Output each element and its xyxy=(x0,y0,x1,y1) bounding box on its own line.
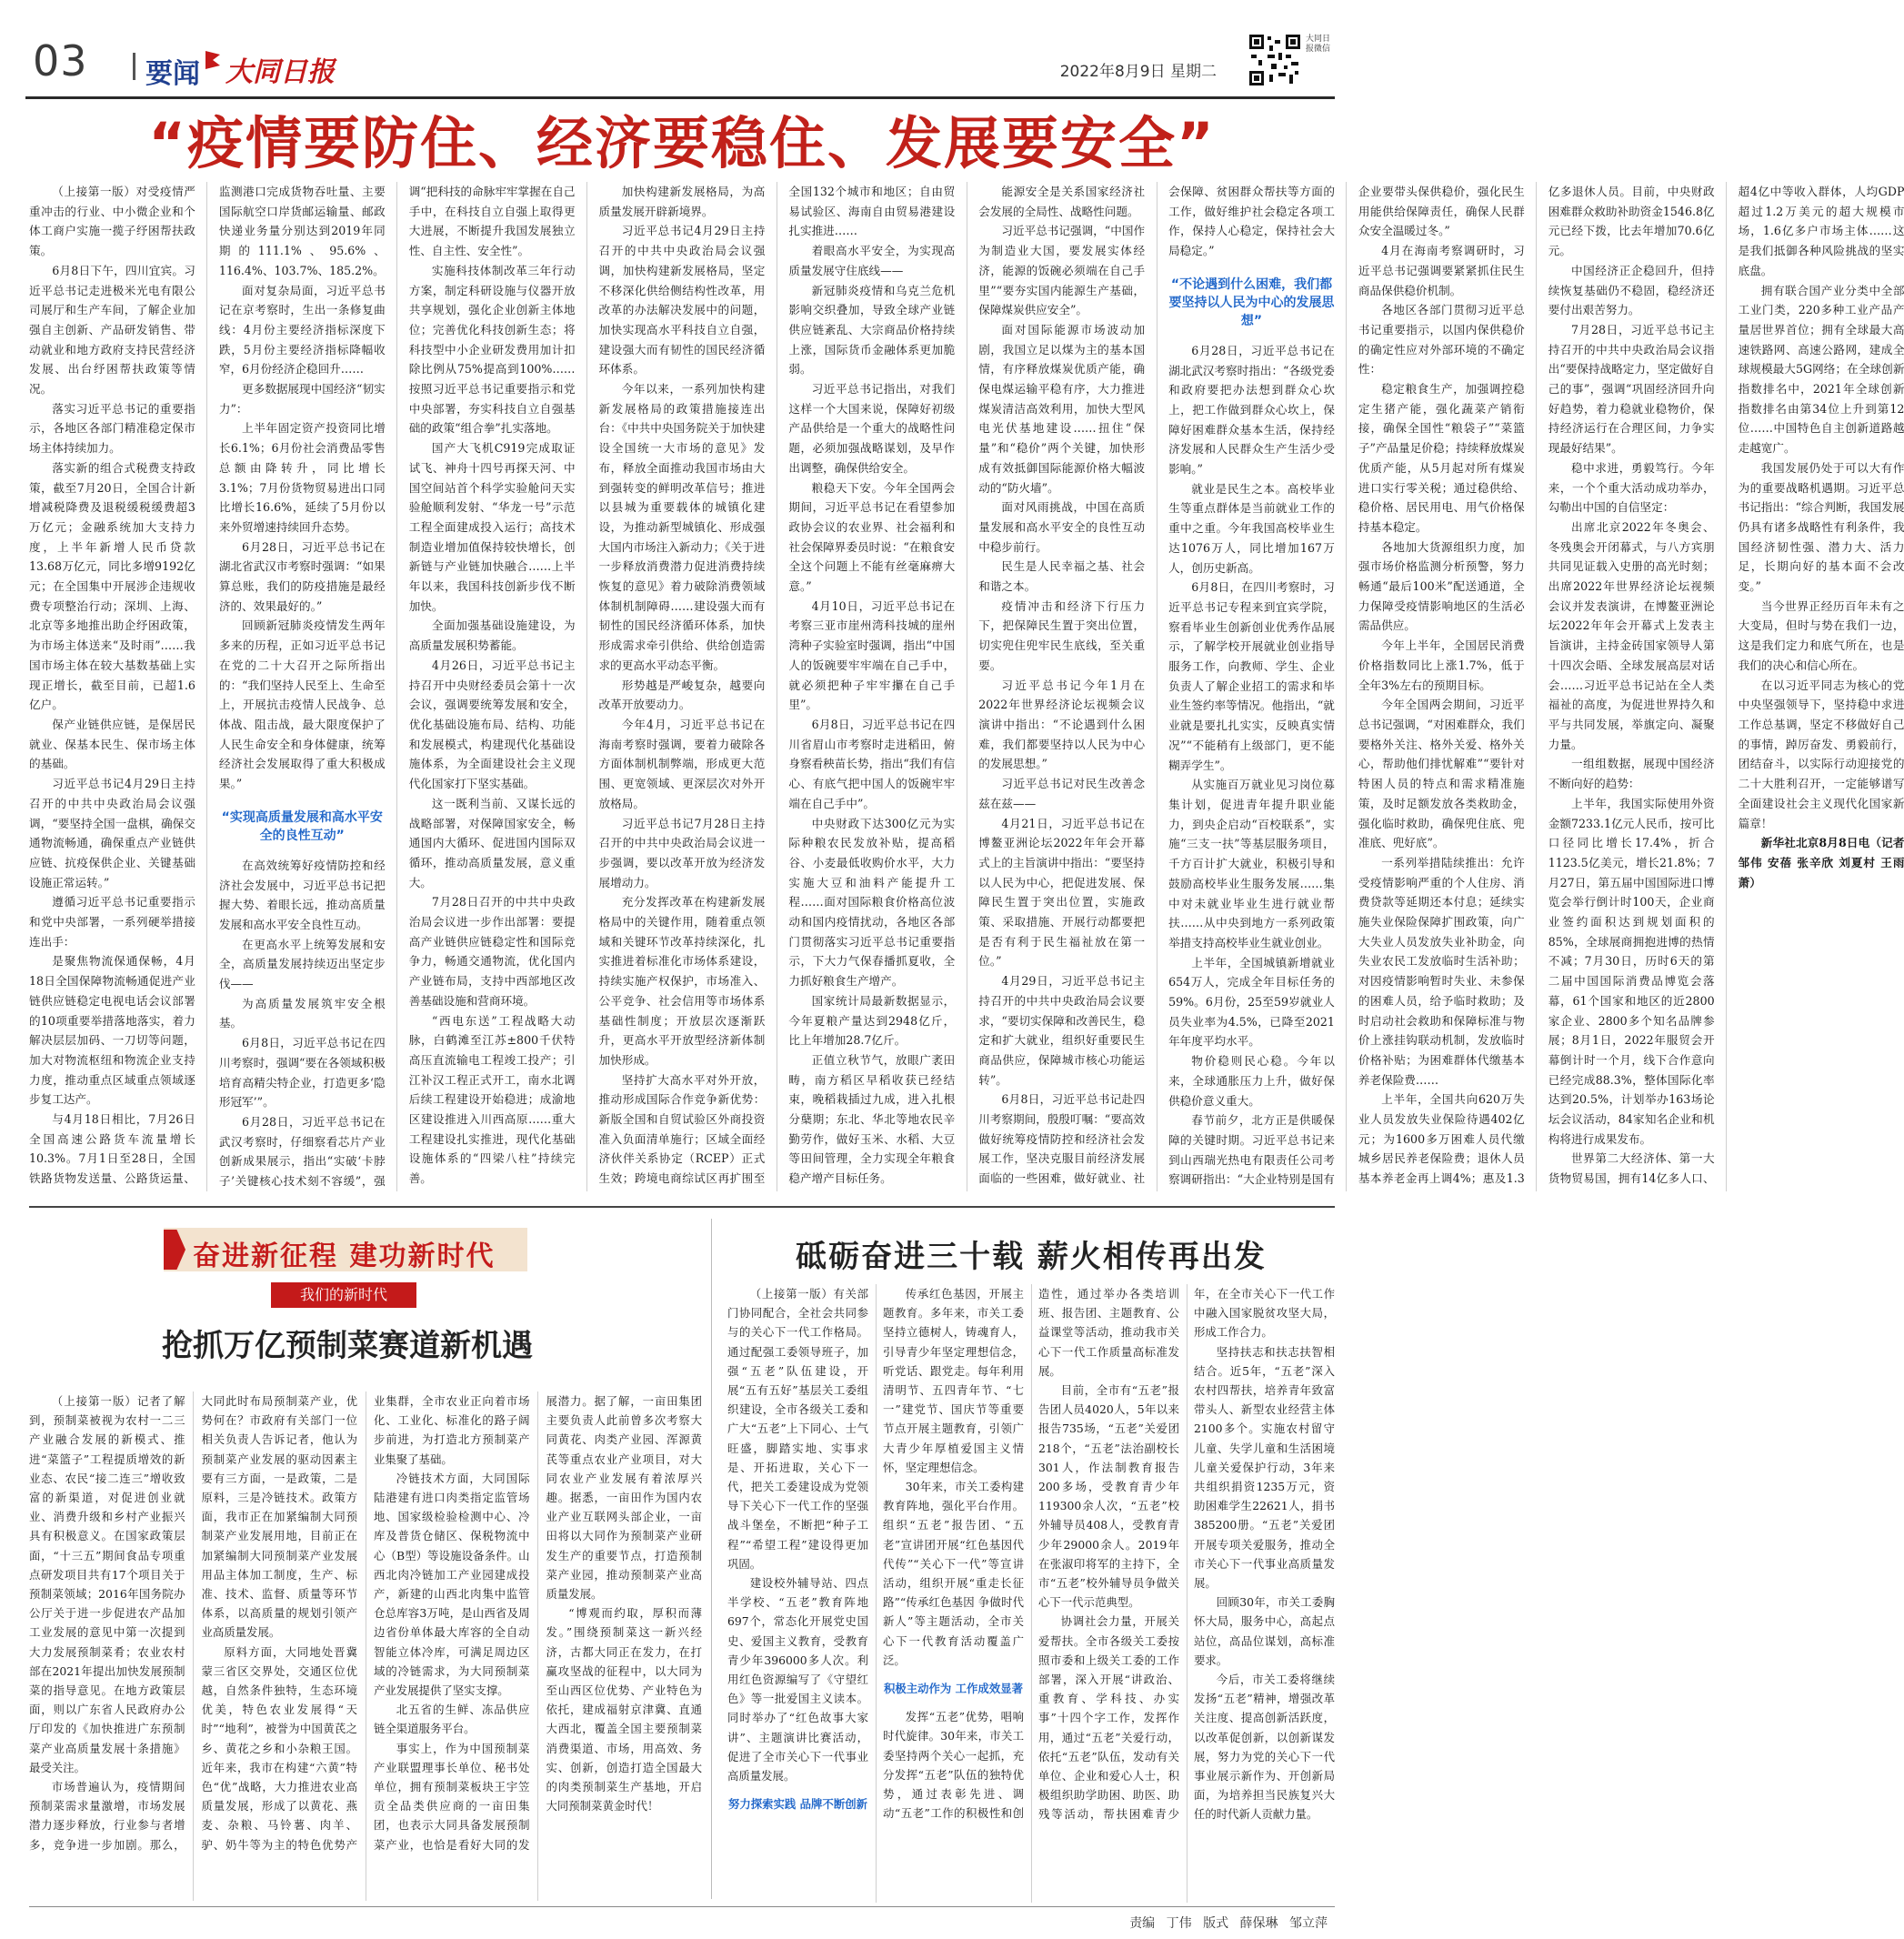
article-paragraph: 是聚焦物流保通保畅，4月18日全国保障物流畅通促进产业链供应链稳定电视电话会议部署的10项重要举措落地落实，着力解决层层加码、一刀切等问题，加大对物流枢纽和物流企业支持力度，推动重点区域重点领域逐步复工达产。 xyxy=(29,954,195,1107)
article-paragraph: 就业是民生之本。高校毕业生等重点群体是当前就业工作的重中之重。今年我国高校毕业生达1076万人，同比增加167万人，创历史新高。 xyxy=(1168,481,1335,575)
designer-name: 薛保琳 xyxy=(1239,1916,1278,1931)
article-paragraph: 6月8日下午，四川宜宾。习近平总书记走进极米光电有限公司展厅和生产车间，了解企业加强自主创新、产品研发销售、带动就业和地方政府支持民营经济发展、出台纾困帮扶政策等情况。 xyxy=(29,263,195,397)
article-paragraph: 上半年，全国共向620万失业人员发放失业保险待遇402亿元；为1600多万困难人员代缴城乡居民养老保险费；退休人员基本养老金再上调4%；惠及1.3亿多退休人员。目前，中央财政困难群众救助补助资金1546.8亿元已经下拨，比去年增加70.6亿元。 xyxy=(1358,185,1715,1186)
article-paragraph: 6月28日，习近平总书记在武汉考察时，仔细察看芯片产业创新成果展示，指出“实破‘卡脖子’关键核心技术刻不容缓”，强调“把科技的命脉牢牢掌握在自己手中，在科技自立自强上取得更大进展，不断提升我国发展独立性、自主性、安全性”。 xyxy=(218,185,576,1189)
article-paragraph: （上接第一版）对受疫情严重冲击的行业、中小微企业和个体工商户实施一揽子纾困帮扶政策。 xyxy=(29,185,195,258)
article-paragraph: 上半年固定资产投资同比增长6.1%；6月份社会消费品零售总额由降转升，同比增长3.1%；7月份货物贸易进出口同比增长16.6%，延续了5月份以来外贸增速持续回升态势。 xyxy=(218,421,386,534)
article-paragraph: 实施科技体制改革三年行动方案，制定科研设施与仪器开放共享规划，强化企业创新主体地位；完善优化科技创新生态；将科技型中小企业研发费用加计扣除比例从75%提高到100%……按照习近平总书记重要指示和党中央部署，夯实科技自立自强基础的政策“组合拳”扎实落地。 xyxy=(408,263,576,436)
article-paragraph: 今年以来，一系列加快构建新发展格局的政策措施接连出台：《中共中央国务院关于加快建设全国统一大市场的意见》发布，释放全面推动我国市场由大到强转变的鲜明改革信号；推进以县城为重要载体的城镇化建设，为推动新型城镇化、形成强大国内市场注入新动力；《关于进一步释放消费潜力促进消费持续恢复的意见》着力破除消费领域体制机制障碍……建设强大而有韧性的国民经济循环体系，加快形成需求牵引供给、供给创造需求的更高水平动态平衡。 xyxy=(598,382,766,672)
article-paragraph: 一系列举措陆续推出：允许受疫情影响严重的个人住房、消费贷款等延期还本付息；延续实施失业保险保障扩围政策，向广大失业人员发放失业补助金，向失业农民工发放临时生活补助；对因疫情影响暂时失业、未参保的困难人员，给予临时救助；及时启动社会救助和保障标准与物价上涨挂钩联动机制，发放临时价格补贴；为困难群体代缴基本养老保险费…… xyxy=(1358,855,1525,1087)
article-paragraph: 习近平总书记对民生改善念兹在兹—— xyxy=(978,777,1146,810)
article-paragraph: 这一既利当前、又谋长远的战略部署，对保障国家安全，畅通国内大循环、促进国内国际双循环，推动高质量发展，意义重大。 xyxy=(408,796,576,889)
article-paragraph: 新冠肺炎疫情和乌克兰危机影响交织叠加，导致全球产业链供应链紊乱、大宗商品价格持续上涨，国际货币金融体系更加脆弱。 xyxy=(788,283,956,377)
column-tag: 我们的新时代 xyxy=(271,1282,416,1308)
article-section-2 xyxy=(219,182,1904,1191)
article-paragraph: 世界第二大经济体、第一大货物贸易国，拥有14亿多人口、超4亿中等收入群体，人均GDP超过1.2万美元的超大规模市场，1.6亿多户市场主体……这是我们抵御各种风险挑战的坚实底盘。 xyxy=(1548,185,1904,1186)
story-subhead: 积极主动作为 工作成效显著 xyxy=(883,1682,1023,1696)
article-paragraph: 落实新的组合式税费支持政策，截至7月20日，全国合计新增减税降费及退税缓税缓费超3万亿元；金融系统加大支持力度，上半年新增人民币贷款13.68万亿元，同比多增9192亿元；在全国集中开展涉企违规收费专项整治行动；深圳、上海、北京等多地推出助企纾困政策，为市场主体送来“及时雨”……我国市场主体在较大基数基础上实现正增长，截至目前，已超1.6亿户。 xyxy=(29,460,195,712)
page-credits xyxy=(1122,1914,1328,1932)
article-paragraph: 出席北京2022年冬奥会、冬残奥会开闭幕式，与八方宾朋共同见证载入史册的高光时刻；出席2022年世界经济论坛视频会议并发表演讲，在博鳌亚洲论坛2022年年会开幕式上发表主旨演讲，主持金砖国家领导人第十四次会晤、全球发展高层对话会……习近平总书记站在全人类福祉的高度，为促进世界持久和平与共同发展，举旗定向、凝聚力量。 xyxy=(1548,519,1715,751)
article-paragraph: 习近平总书记强调，“中国作为制造业大国，要发展实体经济，能源的饭碗必须端在自己手里”“要夯实国内能源生产基础，保障煤炭供应安全”。 xyxy=(978,224,1146,317)
story-paragraph: 30年来，市关工委构建教育阵地，强化平台作用。组织“五老”报告团、“五老”宣讲团开展“红色基因代代传”“关心下一代”等宣讲活动，组织开展“重走长征路”“传承红色基因 争做时代新人”等主题活动，全市关心下一代教育活动覆盖广泛。 xyxy=(883,1480,1024,1667)
article-paragraph: 为高质量发展筑牢安全根基。 xyxy=(218,996,386,1030)
story-paragraph: 北五省的生鲜、冻品供应链全渠道服务平台。 xyxy=(374,1703,530,1736)
story-paragraph: 今后，市关工委将继续发扬“五老”精神，增强改革关注度、提高创新活跃度，以改革促创新，以创新谋发展，努力为党的关心下一代事业展示新作为、开创新局面，为培养担当民族复兴大任的时代新人贡献力量。 xyxy=(1194,1673,1335,1822)
article-paragraph: 6月28日，习近平总书记在湖北武汉考察时指出：“各级党委和政府要把办法想到群众心坎上，把工作做到群众心坎上，保障好困难群众基本生活，保持经济发展和人民群众生产生活少受影响。” xyxy=(1168,343,1335,477)
article-paragraph: 国产大飞机C919完成取证试飞、神舟十四号再探天河、中国空间站首个科学实验舱问天实验舱顺利发射、“华龙一号”示范工程全面建成投入运行；高技术制造业增加值保持较快增长，创新链与产业链加快融合……上半年以来，我国科技创新步伐不断加快。 xyxy=(408,441,576,613)
story-paragraph: 事实上，作为中国预制菜产业联盟理事长单位、秘书处单位，拥有预制菜板块王宇笠贡全品类供应商的一亩田集团，也表示大同具备发展预制菜产业，也恰是看好大同的发展潜力。据了解，一亩田集团主要负责人此前曾多次考察大同黄花、肉类产业园、浑源黄芪等重点农业产业项目，对大同农业产业发展有着浓厚兴趣。据悉，一亩田作为国内农业产业互联网头部企业，一亩田将以大同作为预制菜产业研发生产的重要节点，打造预制菜产业园，推动预制菜产业高质量发展。 xyxy=(374,1394,702,1852)
article-paragraph: 拥有联合国产业分类中全部工业门类，220多种工业产品产量居世界首位；拥有全球最大高速铁路网、高速公路网，建成全球规模最大5G网络；在全球创新指数排名中，2021年全球创新指数排名由第34位上升到第12位……中国特色自主创新道路越走越宽广。 xyxy=(1738,283,1904,456)
article-paragraph: 面对风雨挑战，中国在高质量发展和高水平安全的良性互动中稳步前行。 xyxy=(978,500,1146,554)
proofreader-name: 邹立萍 xyxy=(1289,1916,1328,1931)
story-paragraph: 坚持扶志和扶志扶智相结合。近5年，“五老”深入农村四帮扶，培养青年致富带头人、新型农业经营主体2100多个。实施农村留守儿童、失学儿童和生活困境儿童关爱保护行动，3年来共组织捐资1235万元，资助困难学生22621人，捐书385200册。“五老”关爱团开展专项关爱服务，推动全市关心下一代事业高质量发展。 xyxy=(1194,1344,1335,1591)
article-paragraph: 6月8日，在四川考察时，习近平总书记专程来到宜宾学院，察看毕业生创新创业优秀作品展示，了解学校开展就业创业指导服务工作，向教师、学生、企业负责人了解企业招工的需求和毕业生签约率等情况。他指出，“就业就是要扎扎实实，反映真实情况”“不能稍有上级部门，更不能糊弄学生”。 xyxy=(1168,580,1335,772)
article-paragraph: 在以习近平同志为核心的党中央坚强领导下，坚持稳中求进工作总基调，坚定不移做好自己的事情，踔厉奋发、勇毅前行，团结奋斗，以实际行动迎接党的二十大胜利召开，一定能够谱写全面建设社会主义现代化国家新篇章！ xyxy=(1738,678,1904,830)
article-paragraph: 6月8日，习近平总书记在四川考察时，强调“要在各领域积极培育高精尖特企业，打造更多‘隐形冠军’”。 xyxy=(218,1036,386,1110)
story-paragraph: “博观而约取，厚积而薄发。”围绕预制菜这一新兴经济，古都大同正在发力，在打赢攻坚战的征程中，以大同为至山西区位优势、产业特色为依托，建成福射京津冀、直通大西北，覆盖全国主要预制菜消费渠道、市场，用高效、务实、创新，创造打造全国最大的肉类预制菜生产基地，开启大同预制菜黄金时代！ xyxy=(546,1606,702,1813)
article-paragraph: 粮稳天下安。今年全国两会期间，习近平总书记在看望参加政协会议的农业界、社会福利和社会保障界委员时说：“在粮食安全这个问题上不能有丝毫麻痹大意。” xyxy=(788,480,956,594)
article-paragraph: 春节前夕，北方正是供暖保障的关键时期。习近平总书记来到山西瑞光热电有限责任公司考察调研指出：“大企业特别是国有企业要带头保供稳价，强化民生用能供给保障责任，确保人民群众安全温暖过冬。” xyxy=(1168,185,1525,1187)
masthead-divider xyxy=(133,53,135,80)
article-paragraph: 民生是人民幸福之基、社会和谐之本。 xyxy=(978,559,1146,594)
article-paragraph: 落实习近平总书记的重要指示，各地区各部门精准稳定保市场主体持续加力。 xyxy=(29,401,195,456)
story-paragraph: 协调社会力量，开展关爱帮扶。全市各级关工委按照市委和上级关工委的工作部署，深入开展“讲政治、重教育、学科技、办实事”十四个字工作，发挥作用，通过“五老”关爱行动，依托“五老”队伍，发动有关单位、企业和爱心人士，积极组织助学助困、助医、助残等活动，帮扶困难青少年，在全市关心下一代工作中融入国家脱贫攻坚大局，形成工作合力。 xyxy=(1038,1287,1335,1822)
story-paragraph: 目前，全市有“五老”报告团人员4020人，5年以来报告735场，“五老”关爱团218个，“五老”法治副校长301人，作法制教育报告200多场，受教育青少年119300余人次，“五老”校外辅导员408人，受教育青少年29000余人。2019年在张淑印将军的主持下，全市“五老”校外辅导员争做关心下一代示范典型。 xyxy=(1038,1383,1179,1610)
article-paragraph: 习近平总书记4月29日主持召开的中共中央政治局会议强调，“要坚持全国一盘棋，确保交通物流畅通，确保重点产业链供应链、抗疫保供企业、关键基础设施正常运转。” xyxy=(29,777,195,889)
article-paragraph: 4月29日，习近平总书记主持召开的中共中央政治局会议要求，“要切实保障和改善民生，稳定和扩大就业，组织好重要民生商品供应，保障城市核心功能运转”。 xyxy=(978,974,1146,1087)
article-paragraph: 在更高水平上统筹发展和安全，高质量发展持续迈出坚定步伐—— xyxy=(218,937,386,991)
anniversary-headline: 砥砺奋进三十载 薪火相传再出发 xyxy=(796,1239,1267,1275)
article-byline: 新华社北京8月8日电（记者邹伟 安蓓 张辛欣 刘夏村 王雨萧） xyxy=(1738,836,1904,889)
article-paragraph: 当今世界正经历百年未有之大变局，但时与势在我们一边，这是我们定力和底气所在，也是我们的决心和信心所在。 xyxy=(1738,598,1904,672)
article-paragraph: 各地加大货源组织力度，加强市场价格监测分析预警，努力畅通“最后100米”配送通道，全力保障受疫情影响地区的生活必需品供应。 xyxy=(1358,539,1525,633)
qr-code-icon[interactable] xyxy=(1248,33,1302,87)
article-paragraph: 与4月18日相比，7月26日全国高速公路货车流量增长10.3%。7月1日至28日，全国铁路货物发送量、公路货运量、监测港口完成货物吞吐量、主要国际航空口岸货邮运输量、邮政快递业务量分别达到2019年同期的111.1%、95.6%、116.4%、103.7%、185.2%。 xyxy=(29,185,386,1186)
anniversary-body xyxy=(727,1284,1335,1903)
article-paragraph: 6月8日，习近平总书记赴四川考察期间，殷殷叮嘱：“要高效做好统筹疫情防控和经济社会发展工作，坚决克服目前经济发展面临的一些困难，做好就业、社会保障、贫困群众帮扶等方面的工作，做好维护社会稳定各项工作，保持人心稳定，保持社会大局稳定。” xyxy=(978,185,1335,1186)
article-subhead: “不论遇到什么困难，我们都要坚持以人民为中心的发展思想” xyxy=(1168,276,1335,328)
article-paragraph: 4月在海南考察调研时，习近平总书记强调要紧紧抓住民生商品保供稳价机制。 xyxy=(1358,244,1525,297)
article-paragraph: 全面加强基础设施建设，为高质量发展积势蓄能。 xyxy=(408,618,576,653)
article-paragraph: 今年上半年，全国居民消费价格指数同比上涨1.7%，低于全年3%左右的预期目标。 xyxy=(1358,638,1525,692)
article-paragraph: 回顾新冠肺炎疫情发生两年多来的历程，正如习近平总书记在党的二十大召开之际所指出的：“我们坚持人民至上、生命至上，开展抗击疫情人民战争、总体战、阻击战，最大限度保护了人民生命安全和身体健康，统筹经济社会发展取得了重大积极成果。” xyxy=(218,618,386,791)
story-paragraph: 发挥“五老”优势，唱响时代旋律。30年来，市关工委坚持两个关心一起抓，充分发挥“五老”队伍的独特优势，通过表彰先进、调动“五老”工作的积极性和创造性，通过举办各类培训班、报告团、主题教育、公益课堂等活动，推动我市关心下一代工作质量高标准发展。 xyxy=(883,1287,1179,1821)
column-divider xyxy=(711,1219,712,1899)
article-paragraph: 4月26日，习近平总书记主持召开中央财经委员会第十一次会议，强调要统筹发展和安全，优化基础设施布局、结构、功能和发展模式，构建现代化基础设施体系，为全面建设社会主义现代化国家打下坚实基础。 xyxy=(408,658,576,791)
story-paragraph: 回顾30年，市关工委胸怀大局，服务中心，高起点站位，高品位谋划，高标准要求。 xyxy=(1194,1595,1335,1667)
article-paragraph: 面对复杂局面，习近平总书记在京考察时，生出一条修复曲线：4月份主要经济指标深度下跌，5月份主要经济指标降幅收窄，6月份经济企稳回升…… xyxy=(218,283,386,377)
article-paragraph: 今年4月，习近平总书记在海南考察时强调，要着力破除各方面体制机制弊端，形成更大范围、更宽领域、更深层次对外开放格局。 xyxy=(598,717,766,810)
article-paragraph: 6月28日，习近平总书记在湖北省武汉市考察时强调：“如果算总账，我们的防疫措施是最经济的、效果最好的。” xyxy=(218,539,386,613)
article-paragraph: 4月21日，习近平总书记在博鳌亚洲论坛2022年年会开幕式上的主旨演讲中指出：“要坚持以人民为中心，把促进发展、保障民生置于突出位置，实施政策、采取措施、开展行动都要把是否有利于民生福祉放在第一位。” xyxy=(978,816,1146,969)
footer-rule xyxy=(29,1906,1335,1907)
article-paragraph: 各地区各部门贯彻习近平总书记重要指示，以国内保供稳价的确定性应对外部环境的不确定性： xyxy=(1358,303,1525,377)
article-paragraph: 国家统计局最新数据显示，今年夏粮产量达到2948亿斤，比上年增加28.7亿斤。 xyxy=(788,993,956,1048)
story-paragraph: （上接第一版）有关部门协同配合，全社会共同参与的关心下一代工作格局。通过配强工委领导班子，加强“五老”队伍建设，开展“五有五好”基层关工委组织建设，全市各级关工委和广大“五老”上下同心、士气旺盛，脚踏实地、实事求是、开拓进取，关心下一代，把关工委建设成为党领导下关心下一代工作的坚强战斗堡垒，不断把“种子工程”“希望工程”建设得更加巩固。 xyxy=(727,1287,868,1571)
story-paragraph: 传承红色基因，开展主题教育。多年来，市关工委坚持立德树人，铸魂育人，引导青少年坚定理想信念，听党话、跟党走。每年利用清明节、五四青年节、“七一”建党节、国庆节等重要节点开展主题教育，引领广大青少年厚植爱国主义情怀，坚定理想信念。 xyxy=(883,1287,1024,1474)
article-paragraph: 7月28日，习近平总书记主持召开的中共中央政治局会议指出“要保持战略定力，坚定做好自己的事”，强调“巩固经济回升向好趋势，着力稳就业稳物价，保持经济运行在合理区间，力争实现最好结果”。 xyxy=(1548,322,1715,456)
article-paragraph: 今年全国两会期间，习近平总书记强调，“对困难群众，我们要格外关注、格外关爱、格外关心，帮助他们排忧解难”“要针对特困人员的特点和需求精准施策，及时足额发放各类救助金，强化临时救助，确保兜住底、兜准底、兜好底”。 xyxy=(1358,698,1525,850)
issue-date: 2022年8月9日 星期二 xyxy=(1059,63,1217,81)
article-paragraph: 形势越是严峻复杂，越要向改革开放要动力。 xyxy=(598,678,766,712)
story-paragraph: 市场普遍认为，疫情期间预制菜需求量激增，市场发展潜力逐步释放，行业参与者增多，竞争进一步加剧。那么，大同此时布局预制菜产业，优势何在？市政府有关部门一位相关负责人告诉记者，他认为预制菜产业发展的驱动因素主要有三方面，一是政策，二是原料，三是冷链技术。政策方面，我市正在加紧编制大同预制菜产业发展用地，目前正在加紧编制大同预制菜产业发展用品主体加工制度，生产、标准、技术、监督、质量等环节体系，以高质量的规划引领产业高质量发展。 xyxy=(29,1394,357,1852)
article-paragraph: 我国发展仍处于可以大有作为的重要战略机遇期。习近平总书记指出：“综合判断，我国发展仍具有诸多战略性有利条件，我国经济韧性强、潜力大、活力足，长期向好的基本面不会改变。” xyxy=(1738,460,1904,594)
article-paragraph: 物价稳则民心稳。今年以来，全球通胀压力上升，做好保供稳价意义重大。 xyxy=(1168,1054,1335,1108)
article-paragraph: 从实施百万就业见习岗位募集计划，促进青年提升职业能力，到央企启动“百校联系”，实施“三支一扶”等基层服务项目，千方百计扩大就业，积极引导和鼓励高校毕业生服务发展……集中对未就业毕业生进行就业帮扶……从中央到地方一系列政策举措支持高校毕业生就业创业。 xyxy=(1168,778,1335,949)
article-paragraph: 能源安全是关系国家经济社会发展的全局性、战略性问题。 xyxy=(978,185,1146,218)
editor-label: 责编 xyxy=(1129,1916,1156,1931)
article-paragraph: 正值立秋节气，放眼广袤田畴，南方稻区早稻收获已经结束，晚稻栽插过九成，进入扎根分蘖期；东北、华北等地农民辛勤劳作，做好玉米、水稻、大豆等田间管理，全力实现全年粮食稳产增产目标任务。 xyxy=(788,1052,956,1186)
article-paragraph: 保产业链供应链，是保居民就业、保基本民生、保市场主体的基础。 xyxy=(29,717,195,771)
article-paragraph: “西电东送”工程战略大动脉，白鹤滩至江苏±800千伏特高压直流输电工程竣工投产；引江补汉工程正式开工，南水北调后续工程建设开始稳进；成渝地区建设推进入川西高原……重大工程建设扎实推进，现代化基础设施体系的“四梁八柱”持续完善。 xyxy=(408,1013,576,1186)
article-paragraph: 在高效统筹好疫情防控和经济社会发展中，习近平总书记把握大势、着眼长远，推动高质量发展和高水平安全良性互动。 xyxy=(218,858,386,931)
story-paragraph: 原料方面，大同地处晋冀蒙三省区交界处，交通区位优越，自然条件独特，生态环境优美，特色农业发展得“天时”“地利”，被誉为中国黄芪之乡、黄花之乡和小杂粮王国。近年来，我市在构建“六黄”特色“优”战略，大力推进农业高质量发展，形成了以黄花、燕麦、杂粮、马铃薯、肉羊、驴、奶牛等为主的特色优势产业集群，全市农业正向着市场化、工业化、标准化的路子阔步前进，为打造北方预制菜产业集聚了基础。 xyxy=(201,1394,530,1852)
newspaper-logo: 大同日报 xyxy=(225,56,335,88)
story-headline: 抢抓万亿预制菜赛道新机遇 xyxy=(162,1328,533,1364)
article-paragraph: 稳中求进，勇毅笃行。今年来，一个个重大活动成功举办，勾勒出中国的自信坚定： xyxy=(1548,460,1715,515)
article-paragraph: 充分发挥改革在构建新发展格局中的关键作用，随着重点领域和关键环节改革持续深化，扎实推进着标准化市场体系建设，持续实施产权保护，市场准入、公平竞争、社会信用等市场体系基础性制度；开放层次逐渐跃升，更高水平开放型经济新体制加快形成。 xyxy=(598,895,766,1067)
top-article-body xyxy=(29,182,1904,1191)
article-paragraph: 习近平总书记7月28日主持召开的中共中央政治局会议进一步强调，要以改革开放为经济发展增动力。 xyxy=(598,816,766,889)
article-paragraph: 习近平总书记今年1月在2022年世界经济论坛视频会议演讲中指出：“不论遇到什么困难，我们都要坚持以人民为中心的发展思想。” xyxy=(978,678,1146,771)
article-subhead: “实现高质量发展和高水平安全的良性互动” xyxy=(221,809,383,843)
article-paragraph: 疫情冲击和经济下行压力下，把保障民生置于突出位置，切实兜住兜牢民生底线，至关重要。 xyxy=(978,598,1146,672)
article-paragraph: 4月10日，习近平总书记在考察三亚市崖州湾科技城的崖州湾种子实验室时强调，指出“中国人的饭碗要牢牢端在自己手中，就必须把种子牢牢攥在自己手里”。 xyxy=(788,598,956,712)
story-paragraph: 建设校外辅导站、四点半学校、“五老”教育阵地697个，常态化开展党史国史、爱国主义教育，受教育青少年396000多人次。利用红色资源编写了《守望红色》等一批爱国主义读本。同时举办了“红色故事大家讲”、主题演讲比赛活动，促进了全市关心下一代事业高质量发展。 xyxy=(727,1576,868,1783)
story-subhead: 努力探索实践 品牌不断创新 xyxy=(727,1797,867,1812)
article-paragraph: 习近平总书记4月29日主持召开的中共中央政治局会议强调，加快构建新发展格局，坚定不移深化供给侧结构性改革，用改革的办法解决发展中的问题，加快实现高水平科技自立自强，建设强大而有韧性的国民经济循环体系。 xyxy=(598,224,766,377)
article-paragraph: 上半年，全国城镇新增就业654万人，完成全年目标任务的59%。6月份，25至59岁就业人员失业率为4.5%，已降至2021年年度平均水平。 xyxy=(1168,955,1335,1049)
section-divider xyxy=(29,1206,1335,1208)
editor-name: 丁伟 xyxy=(1166,1916,1192,1931)
story-paragraph: （上接第一版）记者了解到，预制菜被视为农村一二三产业融合发展的新模式、推进“菜篮子”工程提质增效的新业态、农民“接二连三”增收致富的新渠道，对促进创业就业、消费升级和乡村产业振兴具有积极意义。在国家政策层面，“十三五”期间食品专项重点研发项目共有17个项目关于预制菜领域；2016年国务院办公厅关于进一步促进农产品加工业发展的意见中第一次提到大力发展预制菜肴；农业农村部在2021年提出加快发展预制菜的指导意见。在地方政策层面，则以广东省人民政府办公厅印发的《加快推进广东预制菜产业高质量发展十条措施》最受关注。 xyxy=(29,1394,185,1774)
masthead xyxy=(25,18,1335,91)
article-paragraph: 上半年，我国实际使用外资金额7233.1亿元人民币，按可比口径同比增长17.4%，折合1123.5亿美元，增长21.8%；7月27日，第五届中国国际进口博览会举行倒计时100天，企业商业签约面积达到规划面积的85%，全球展商拥抱进博的热情不减；7月30日，历时6天的第二届中国国际消费品博览会落幕，61个国家和地区的近2800家企业、2800多个知名品牌参展；8月1日，2022年服贸会开幕倒计时一个月，线下合作意向已经完成88.3%，整体国际化率达到20.5%，计划举办163场论坛会议活动，84家知名企业和机构将进行成果发布。 xyxy=(1548,796,1715,1146)
article-paragraph: 6月8日，习近平总书记在四川省眉山市考察时走进稻田，俯身察看秧苗长势，指出“我们有信心、有底气把中国人的饭碗牢牢端在自己手中”。 xyxy=(788,717,956,810)
article-paragraph: 加快构建新发展格局，为高质量发展开辟新境界。 xyxy=(598,185,766,218)
article-paragraph: 中国经济正企稳回升，但持续恢复基础仍不稳固，稳经济还要付出艰苦努力。 xyxy=(1548,263,1715,317)
page-number: 03 xyxy=(33,36,88,85)
campaign-banner-text: 奋进新征程 建功新时代 xyxy=(193,1241,496,1272)
article-paragraph: 稳定粮食生产，加强调控稳定生猪产能，强化蔬菜产销衔接，确保全国性“粮袋子”“菜篮子”产品量足价稳；持续释放煤炭优质产能，从5月起对所有煤炭进口实行零关税；通过稳供给、稳价格、居民用电、用气价格保持基本稳定。 xyxy=(1358,382,1525,534)
designer-label: 版式 xyxy=(1203,1916,1229,1931)
section-name: 要闻 xyxy=(145,58,200,90)
article-paragraph: 习近平总书记指出，对我们这样一个大国来说，保障好初级产品供给是一个重大的战略性问题，必须加强战略谋划，及早作出调整，确保供给安全。 xyxy=(788,382,956,475)
story-body xyxy=(29,1391,702,1901)
article-paragraph: 更多数据展现中国经济“韧实力”： xyxy=(218,382,386,416)
flag-icon xyxy=(204,49,222,75)
article-paragraph: 面对国际能源市场波动加剧，我国立足以煤为主的基本国情，有序释放煤炭优质产能，确保电煤运输平稳有序，大力推进煤炭清洁高效利用，加快大型风电光伏基地建设……扭住“保量”和“稳价”两个关键，加快形成有效抵御国际能源价格大幅波动的“防火墙”。 xyxy=(978,322,1146,495)
article-paragraph: 7月28日召开的中共中央政治局会议进一步作出部署：要提高产业链供应链稳定性和国际竞争力，畅通交通物流，优化国内产业链布局，支持中西部地区改善基础设施和营商环境。 xyxy=(408,895,576,1008)
article-paragraph: 一组组数据，展现中国经济不断向好的趋势： xyxy=(1548,757,1715,791)
article-paragraph: 着眼高水平安全，为实现高质量发展守住底线—— xyxy=(788,244,956,277)
article-paragraph: 中央财政下达300亿元为实际种粮农民发放补贴，提高稻谷、小麦最低收购价水平，大力实施大豆和油料产能提升工程……面对国际粮食价格高位波动和国内疫情扰动，各地区各部门贯彻落实习近平总书记重要指示，下大力气保春播抓夏收，全力抓好粮食生产增产。 xyxy=(788,816,956,989)
article-paragraph: 遵循习近平总书记重要指示和党中央部署，一系列硬举措接连出手： xyxy=(29,895,195,949)
main-headline: “疫情要防住、经济要稳住、发展要安全” xyxy=(148,110,1216,176)
story-paragraph: 冷链技术方面，大同国际陆港建有进口肉类指定监管场地、国家级检验检测中心、冷库及普货仓储区、保税物流中心（B型）等设施设备条件。山西北肉冷链加工产业园建成投产，新建的山西北肉集中监管仓总库容3万吨，是山西省及周边省份单体最大库容的全自动智能立体冷库，可满足周边区域的冷链需求，为大同预制菜产业发展提供了坚实支撑。 xyxy=(374,1471,530,1698)
qr-label: 大同日报微信 xyxy=(1306,35,1331,54)
article-paragraph: 坚持扩大高水平对外开放，推动形成国际合作竞争新优势：新版全国和自贸试验区外商投资准入负面清单施行；区域全面经济伙伴关系协定（RCEP）正式生效；跨境电商综试区再扩围至全国132个城市和地区；自由贸易试验区、海南自由贸易港建设扎实推进…… xyxy=(598,185,956,1186)
